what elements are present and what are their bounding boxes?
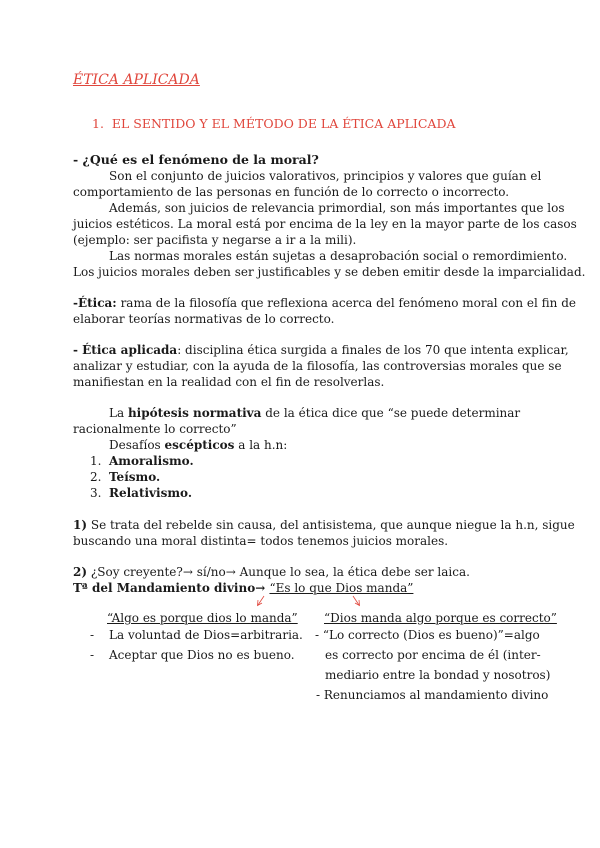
right-column-line: es correcto por encima de él (inter- <box>325 648 541 662</box>
hipotesis-post: de la ética dice que “se puede determinar <box>261 406 521 420</box>
list-item <box>90 485 192 501</box>
paragraph-line: comportamiento de las personas en función de lo correcto o incorrecto. <box>73 185 510 199</box>
desafios-term: escépticos <box>164 438 235 452</box>
list-item <box>90 469 161 485</box>
etica-term: -Ética: <box>73 296 117 310</box>
hipotesis-term: hipótesis normativa <box>127 406 262 420</box>
right-column-line: - “Lo correcto (Dios es bueno)”=algo <box>315 628 540 642</box>
paragraph-line: juicios estéticos. La moral está por encima de la ley en la mayor parte de los casos <box>73 217 577 231</box>
etica-aplicada-line: manifiestan en la realidad con el fin de resolverlas. <box>73 375 385 389</box>
question-heading: - ¿Qué es el fenómeno de la moral? <box>73 152 319 167</box>
hipotesis-line <box>109 405 520 421</box>
section-heading <box>92 116 456 132</box>
point-number: 2) <box>73 565 88 579</box>
mandamiento-term: Tª del Mandamiento divino→ <box>73 581 270 595</box>
point-line: Se trata del rebelde sin causa, del antisistema, que aunque niegue la h.n, sigue <box>87 518 575 532</box>
right-column-heading: “Dios manda algo porque es correcto” <box>324 611 557 625</box>
etica-line: elaborar teorías normativas de lo correcto. <box>73 312 335 326</box>
mandamiento-quote: “Es lo que Dios manda” <box>269 581 414 595</box>
etica-definition <box>73 295 576 311</box>
paragraph-line: Son el conjunto de juicios valorativos, principios y valores que guían el <box>109 169 542 183</box>
right-column-line: mediario entre la bondad y nosotros) <box>325 668 551 682</box>
list-label: Relativismo. <box>109 486 192 500</box>
paragraph-line: Además, son juicios de relevancia primordial, son más importantes que los <box>109 201 565 215</box>
left-column-item: - Aceptar que Dios no es bueno. <box>90 648 295 662</box>
list-label: Amoralismo. <box>109 454 194 468</box>
document-title: ÉTICA APLICADA <box>73 72 200 88</box>
point-line: ¿Soy creyente?→ sí/no→ Aunque lo sea, la ética debe ser laica. <box>87 565 470 579</box>
hipotesis-pre: La <box>109 406 128 420</box>
section-number: 1. <box>92 116 104 131</box>
paragraph-line: (ejemplo: ser pacifista y negarse a ir a la mili). <box>73 233 357 247</box>
desafios-pre: Desafíos <box>109 438 165 452</box>
etica-line: rama de la filosofía que reflexiona acerca del fenómeno moral con el fin de <box>116 296 577 310</box>
list-number: 1. <box>90 454 102 468</box>
point-two <box>73 564 470 580</box>
list-number: 2. <box>90 470 102 484</box>
paragraph-line: Las normas morales están sujetas a desaprobación social o remordimiento. <box>109 249 568 263</box>
section-heading-text: EL SENTIDO Y EL MÉTODO DE LA ÉTICA APLICADA <box>111 116 456 131</box>
etica-aplicada-line: analizar y estudiar, con la ayuda de la filosofía, las controversias morales que se <box>73 359 562 373</box>
arrow-left-icon <box>258 596 265 606</box>
list-number: 3. <box>90 486 102 500</box>
etica-aplicada-line: : disciplina ética surgida a finales de los 70 que intenta explicar, <box>177 343 569 357</box>
arrow-right-icon <box>353 596 360 606</box>
etica-aplicada-definition <box>73 342 569 358</box>
hipotesis-line: racionalmente lo correcto” <box>73 422 237 436</box>
left-item-text: La voluntad de Dios=arbitraria. <box>109 628 303 642</box>
desafios-post: a la h.n: <box>234 438 288 452</box>
list-item <box>90 453 194 469</box>
desafios-line <box>109 437 287 453</box>
left-column-item: - La voluntad de Dios=arbitraria. <box>90 628 303 642</box>
point-line: buscando una moral distinta= todos tenemos juicios morales. <box>73 534 449 548</box>
point-one <box>73 517 575 533</box>
mandamiento-line <box>73 580 413 596</box>
list-label: Teísmo. <box>109 470 161 484</box>
paragraph-line: Los juicios morales deben ser justificables y se deben emitir desde la imparcialidad. <box>73 265 586 279</box>
left-column-heading: “Algo es porque dios lo manda” <box>107 611 298 625</box>
point-number: 1) <box>73 518 88 532</box>
etica-aplicada-term: - Ética aplicada <box>73 343 178 357</box>
left-item-text: Aceptar que Dios no es bueno. <box>109 648 295 662</box>
right-column-line: - Renunciamos al mandamiento divino <box>316 688 549 702</box>
